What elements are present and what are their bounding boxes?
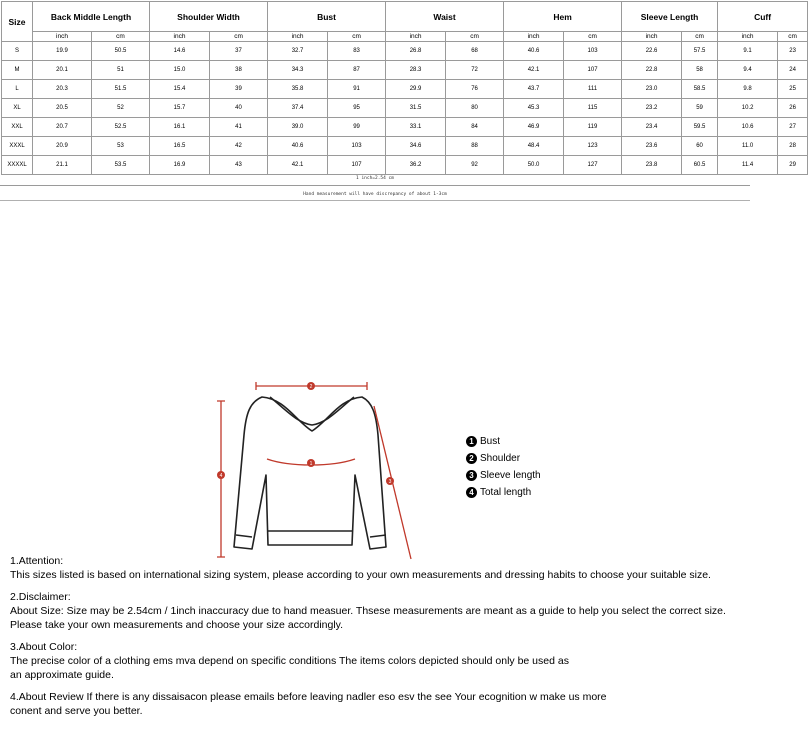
value-cell: 107: [328, 156, 386, 175]
unit-header: inch: [33, 32, 92, 42]
value-cell: 42.1: [504, 61, 564, 80]
value-cell: 20.5: [33, 99, 92, 118]
size-cell: XXXXL: [2, 156, 33, 175]
value-cell: 32.7: [268, 42, 328, 61]
legend-label: Bust: [480, 436, 501, 447]
value-cell: 58: [682, 61, 718, 80]
value-cell: 40.6: [504, 42, 564, 61]
value-cell: 42.1: [268, 156, 328, 175]
value-cell: 52.5: [92, 118, 150, 137]
table-row: [2, 80, 808, 99]
unit-header-row: [2, 32, 808, 42]
sweater-measurement-diagram: [200, 375, 430, 560]
review-text: conent and serve you better.: [10, 705, 143, 717]
disclaimer-text: Please take your own measurements and choose your size accordingly.: [10, 619, 344, 631]
value-cell: 15.7: [150, 99, 210, 118]
value-cell: 58.5: [682, 80, 718, 99]
value-cell: 14.6: [150, 42, 210, 61]
value-cell: 52: [92, 99, 150, 118]
value-cell: 11.4: [718, 156, 778, 175]
value-cell: 26: [778, 99, 808, 118]
value-cell: 26.8: [386, 42, 446, 61]
table-row: [2, 99, 808, 118]
value-cell: 34.3: [268, 61, 328, 80]
value-cell: 20.3: [33, 80, 92, 99]
unit-header: cm: [328, 32, 386, 42]
marker-4-label: 4: [219, 473, 223, 479]
value-cell: 23.4: [622, 118, 682, 137]
value-cell: 40.6: [268, 137, 328, 156]
color-text: an approximate guide.: [10, 669, 114, 681]
value-cell: 80: [446, 99, 504, 118]
value-cell: 31.5: [386, 99, 446, 118]
unit-header: inch: [386, 32, 446, 42]
value-cell: 41: [210, 118, 268, 137]
value-cell: 51.5: [92, 80, 150, 99]
size-cell: XXXL: [2, 137, 33, 156]
number-2-icon: 2: [466, 453, 477, 464]
value-cell: 23.8: [622, 156, 682, 175]
group-header: Waist: [386, 2, 504, 32]
value-cell: 20.1: [33, 61, 92, 80]
table-row: [2, 137, 808, 156]
disclaimer-text: About Size: Size may be 2.54cm / 1inch inaccuracy due to hand measuer. Thsese measurements are meant as a guide to help you select the correct size.: [10, 605, 726, 617]
divider: [0, 185, 750, 186]
unit-header: cm: [92, 32, 150, 42]
value-cell: 19.9: [33, 42, 92, 61]
value-cell: 37: [210, 42, 268, 61]
value-cell: 50.0: [504, 156, 564, 175]
value-cell: 72: [446, 61, 504, 80]
value-cell: 20.9: [33, 137, 92, 156]
unit-header: inch: [150, 32, 210, 42]
value-cell: 53.5: [92, 156, 150, 175]
value-cell: 22.8: [622, 61, 682, 80]
legend-label: Total length: [480, 487, 532, 498]
marker-2-label: 2: [309, 384, 313, 390]
value-cell: 24: [778, 61, 808, 80]
table-row: [2, 61, 808, 80]
unit-header: cm: [778, 32, 808, 42]
value-cell: 107: [564, 61, 622, 80]
color-text: The precise color of a clothing ems mva depend on specific conditions The items colors depicted should only be used as: [10, 655, 569, 667]
group-header: Shoulder Width: [150, 2, 268, 32]
value-cell: 23.6: [622, 137, 682, 156]
group-header: Sleeve Length: [622, 2, 718, 32]
unit-header: inch: [718, 32, 778, 42]
spacer: [10, 682, 748, 690]
value-cell: 42: [210, 137, 268, 156]
legend-item-sleeve-length: [466, 467, 541, 484]
value-cell: 22.6: [622, 42, 682, 61]
value-cell: 9.1: [718, 42, 778, 61]
value-cell: 28: [778, 137, 808, 156]
table-row: [2, 156, 808, 175]
value-cell: 15.4: [150, 80, 210, 99]
unit-header: cm: [210, 32, 268, 42]
value-cell: 83: [328, 42, 386, 61]
value-cell: 36.2: [386, 156, 446, 175]
color-title: 3.About Color:: [10, 641, 78, 653]
value-cell: 60.5: [682, 156, 718, 175]
conversion-note: 1 inch=2.54 cm: [356, 176, 394, 181]
number-1-icon: 1: [466, 436, 477, 447]
value-cell: 39.0: [268, 118, 328, 137]
value-cell: 29.9: [386, 80, 446, 99]
value-cell: 46.9: [504, 118, 564, 137]
value-cell: 53: [92, 137, 150, 156]
value-cell: 59.5: [682, 118, 718, 137]
value-cell: 34.6: [386, 137, 446, 156]
value-cell: 9.4: [718, 61, 778, 80]
value-cell: 60: [682, 137, 718, 156]
value-cell: 87: [328, 61, 386, 80]
value-cell: 92: [446, 156, 504, 175]
divider: [0, 200, 750, 201]
group-header: Cuff: [718, 2, 808, 32]
group-header-row: [2, 2, 808, 32]
value-cell: 16.9: [150, 156, 210, 175]
value-cell: 103: [328, 137, 386, 156]
value-cell: 115: [564, 99, 622, 118]
value-cell: 10.2: [718, 99, 778, 118]
value-cell: 20.7: [33, 118, 92, 137]
notes-section: [10, 554, 748, 718]
size-chart-table: [1, 1, 808, 175]
spacer: [10, 632, 748, 640]
value-cell: 45.3: [504, 99, 564, 118]
value-cell: 51: [92, 61, 150, 80]
value-cell: 103: [564, 42, 622, 61]
size-cell: XL: [2, 99, 33, 118]
value-cell: 11.0: [718, 137, 778, 156]
group-header: Back Middle Length: [33, 2, 150, 32]
measurement-legend: [466, 433, 541, 501]
unit-header: inch: [504, 32, 564, 42]
unit-header: cm: [564, 32, 622, 42]
size-cell: M: [2, 61, 33, 80]
table-row: [2, 42, 808, 61]
value-cell: 9.8: [718, 80, 778, 99]
value-cell: 99: [328, 118, 386, 137]
group-header: Hem: [504, 2, 622, 32]
group-header: Bust: [268, 2, 386, 32]
value-cell: 76: [446, 80, 504, 99]
value-cell: 40: [210, 99, 268, 118]
value-cell: 28.3: [386, 61, 446, 80]
value-cell: 91: [328, 80, 386, 99]
measurement-note: Hand measurement will have discrepancy of about 1-3cm: [303, 192, 447, 197]
review-text: 4.About Review If there is any dissaisacon please emails before leaving nadler eso esv the see Your ecognition w make us more: [10, 691, 607, 703]
marker-3-label: 3: [388, 479, 392, 485]
value-cell: 39: [210, 80, 268, 99]
legend-label: Sleeve length: [480, 470, 541, 481]
legend-item-shoulder: [466, 450, 541, 467]
measure-lines: [217, 382, 411, 559]
size-cell: L: [2, 80, 33, 99]
value-cell: 23.0: [622, 80, 682, 99]
value-cell: 29: [778, 156, 808, 175]
unit-header: cm: [446, 32, 504, 42]
value-cell: 38: [210, 61, 268, 80]
value-cell: 48.4: [504, 137, 564, 156]
unit-header: inch: [622, 32, 682, 42]
size-cell: XXL: [2, 118, 33, 137]
value-cell: 16.1: [150, 118, 210, 137]
value-cell: 43.7: [504, 80, 564, 99]
value-cell: 123: [564, 137, 622, 156]
number-3-icon: 3: [466, 470, 477, 481]
value-cell: 21.1: [33, 156, 92, 175]
value-cell: 33.1: [386, 118, 446, 137]
spacer: [10, 582, 748, 590]
value-cell: 15.0: [150, 61, 210, 80]
value-cell: 127: [564, 156, 622, 175]
value-cell: 95: [328, 99, 386, 118]
number-4-icon: 4: [466, 487, 477, 498]
legend-item-total-length: [466, 484, 541, 501]
value-cell: 37.4: [268, 99, 328, 118]
unit-header: cm: [682, 32, 718, 42]
value-cell: 35.8: [268, 80, 328, 99]
sweater-outline: [234, 397, 386, 549]
value-cell: 119: [564, 118, 622, 137]
attention-text: This sizes listed is based on international sizing system, please according to your own measurements and dressing habits to choose your suitable size.: [10, 569, 711, 581]
value-cell: 68: [446, 42, 504, 61]
value-cell: 57.5: [682, 42, 718, 61]
disclaimer-title: 2.Disclaimer:: [10, 591, 71, 603]
value-cell: 25: [778, 80, 808, 99]
value-cell: 50.5: [92, 42, 150, 61]
value-cell: 43: [210, 156, 268, 175]
table-row: [2, 118, 808, 137]
value-cell: 111: [564, 80, 622, 99]
size-cell: S: [2, 42, 33, 61]
attention-title: 1.Attention:: [10, 555, 64, 567]
legend-label: Shoulder: [480, 453, 521, 464]
size-header: Size: [2, 2, 33, 42]
value-cell: 23: [778, 42, 808, 61]
value-cell: 59: [682, 99, 718, 118]
value-cell: 16.5: [150, 137, 210, 156]
value-cell: 88: [446, 137, 504, 156]
value-cell: 84: [446, 118, 504, 137]
value-cell: 10.6: [718, 118, 778, 137]
value-cell: 27: [778, 118, 808, 137]
value-cell: 23.2: [622, 99, 682, 118]
size-table-body: [2, 42, 808, 175]
unit-header: inch: [268, 32, 328, 42]
marker-1-label: 1: [309, 461, 313, 467]
legend-item-bust: [466, 433, 541, 450]
